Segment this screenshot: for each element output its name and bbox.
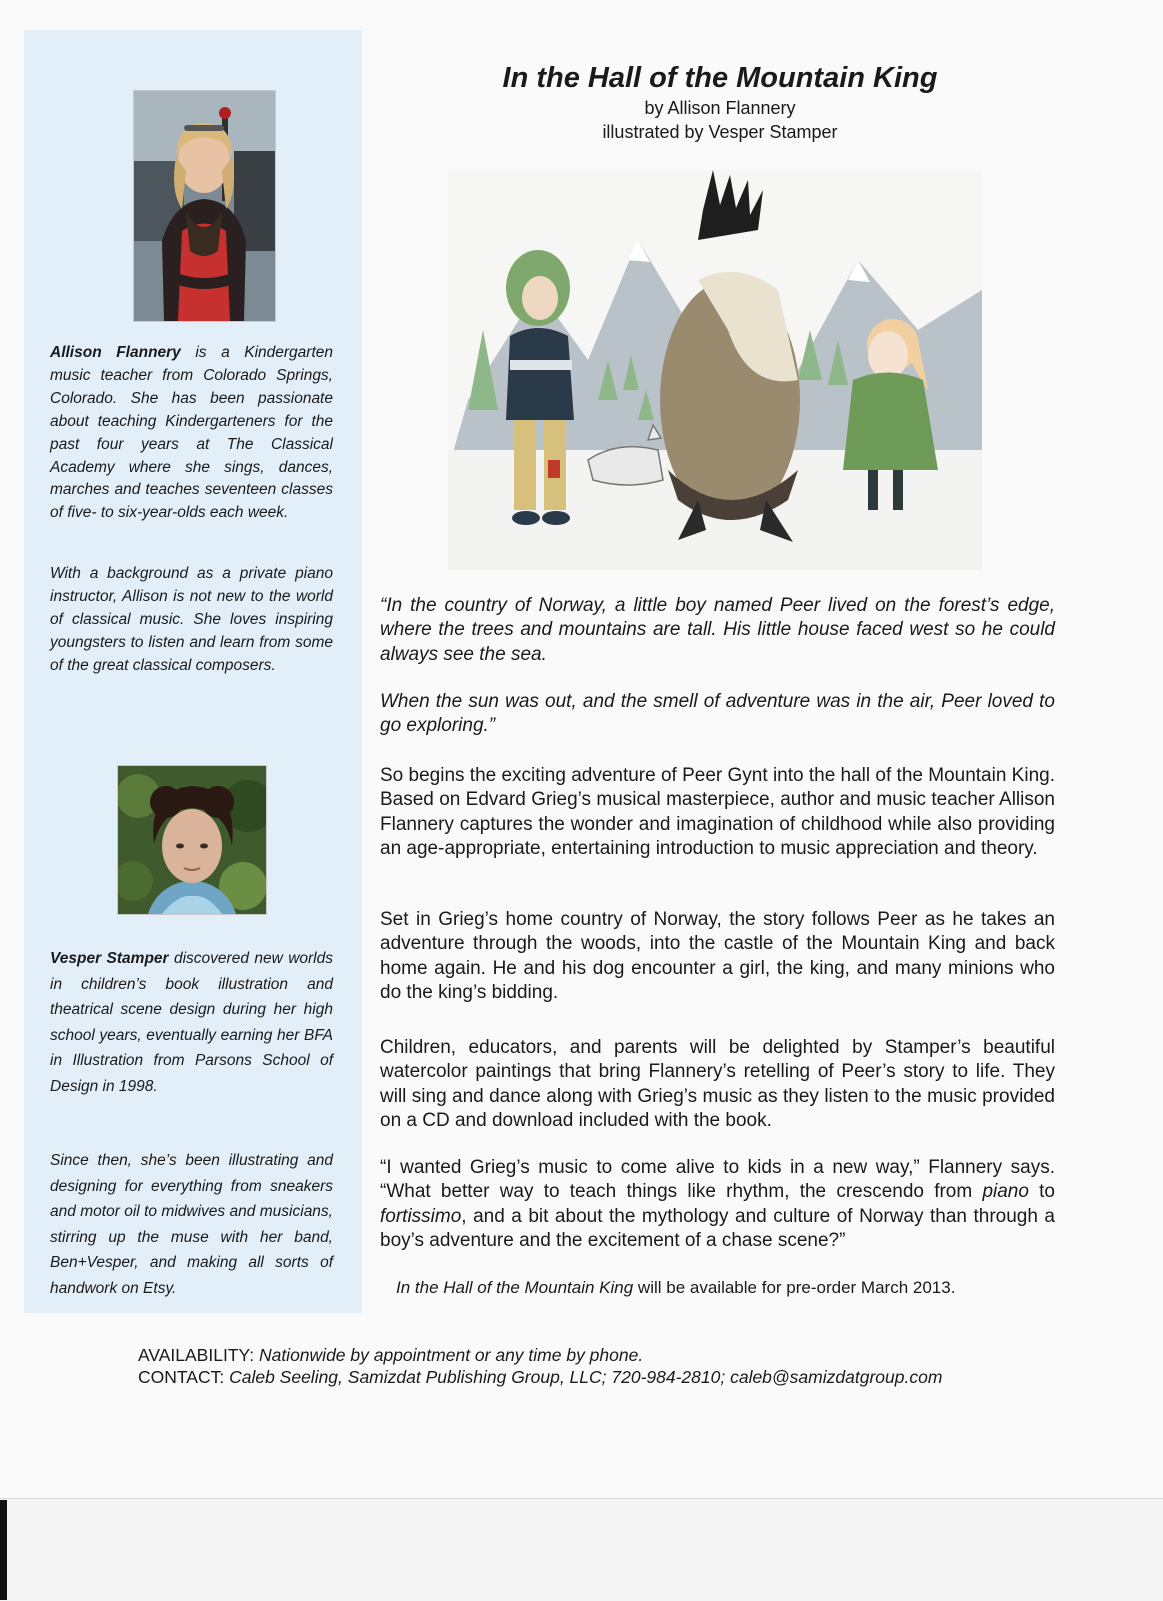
scan-bottom-strip xyxy=(0,1498,1163,1601)
preorder-title: In the Hall of the Mountain King xyxy=(396,1278,634,1297)
contact-label: CONTACT: xyxy=(138,1367,225,1387)
paragraph-author-quote xyxy=(380,1156,1055,1253)
book-title: In the Hall of the Mountain King xyxy=(502,62,938,94)
illustrator-line: illustrated by Vesper Stamper xyxy=(602,122,838,142)
author-quote-part-1: “I wanted Grieg’s music to come alive to kids in a new way,” Flannery says. “What better way to teach things like rhythm, the crescendo from xyxy=(380,1157,1055,1203)
availability-line xyxy=(138,1344,1058,1366)
paragraph-synopsis: So begins the exciting adventure of Peer Gynt into the hall of the Mountain King. Based on Edvard Grieg’s musical masterpiece, author and music teacher Allison Flannery captures the wonder and imagination of childhood while also providing an age-appropriate, entertaining introduction to music appreciation and theory. xyxy=(380,765,1055,859)
allison-bio-2: With a background as a private piano instructor, Allison is not new to the world of classical music. She loves inspiring youngsters to listen and learn from some of the great classical composers. xyxy=(50,565,333,674)
vesper-bio-1-text: discovered new worlds in children’s book illustration and theatrical scene design during her high school years, eventually earning her BFA in Illustration from Parsons School of Design in 1998. xyxy=(50,950,333,1095)
scan-edge xyxy=(0,1500,7,1600)
book-illustration xyxy=(448,170,982,570)
opening-quote-1: “In the country of Norway, a little boy named Peer lived on the forest’s edge, where the trees and mountains are tall. His little house faced west so he could always see the sea. xyxy=(380,595,1055,665)
opening-quote-2: When the sun was out, and the smell of adventure was in the air, Peer loved to go exploring.” xyxy=(380,691,1055,737)
contact-line xyxy=(138,1366,1058,1388)
paragraph-audience: Children, educators, and parents will be delighted by Stamper’s beautiful watercolor paintings that bring Flannery’s retelling of Peer’s story to life. They will sing and dance along with Grieg’s music as they listen to the music provided on a CD and download included with the book. xyxy=(380,1037,1055,1131)
author-quote-part-3: , and a bit about the mythology and culture of Norway than through a boy’s adventure and the excitement of a chase scene?” xyxy=(380,1205,1055,1251)
allison-bio-1 xyxy=(50,342,333,525)
author-line: by Allison Flannery xyxy=(644,98,796,118)
contact-value: Caleb Seeling, Samizdat Publishing Group, LLC; 720-984-2810; caleb@samizdatgroup.com xyxy=(229,1367,943,1387)
preorder-text: will be available for pre-order March 2013. xyxy=(633,1278,956,1297)
availability-label: AVAILABILITY: xyxy=(138,1345,255,1365)
vesper-name: Vesper Stamper xyxy=(50,950,169,967)
author-quote-part-2: to xyxy=(1028,1181,1056,1203)
author-quote-fortissimo: fortissimo xyxy=(380,1205,462,1227)
vesper-bio-2: Since then, she’s been illustrating and designing for everything from sneakers and motor oil to midwives and musicians, stirring up the muse with her band, Ben+Vesper, and making all sorts of handwork on Etsy. xyxy=(50,1152,333,1297)
author-quote-piano: piano xyxy=(982,1181,1029,1203)
preorder-line xyxy=(396,1276,1036,1300)
contact-footer xyxy=(138,1344,1058,1388)
paragraph-story: Set in Grieg’s home country of Norway, the story follows Peer as he takes an adventure through the woods, into the castle of the Mountain King and back home again. He and his dog encounter a girl, the king, and many minions who do the king’s bidding. xyxy=(380,909,1055,1003)
author-sidebar xyxy=(24,30,362,1313)
availability-value: Nationwide by appointment or any time by phone. xyxy=(258,1345,644,1365)
allison-photo xyxy=(133,90,276,322)
vesper-bio-1 xyxy=(50,946,333,1100)
document-header xyxy=(440,60,1000,144)
vesper-photo xyxy=(117,765,267,915)
allison-name: Allison Flannery xyxy=(50,344,181,361)
allison-bio-1-text: is a Kindergarten music teacher from Colorado Springs, Colorado. She has been passionate about teaching Kindergarteners for the past four years at The Classical Academy where she sings, dances, marches and teaches seventeen classes of five- to six-year-olds each week. xyxy=(50,344,333,522)
